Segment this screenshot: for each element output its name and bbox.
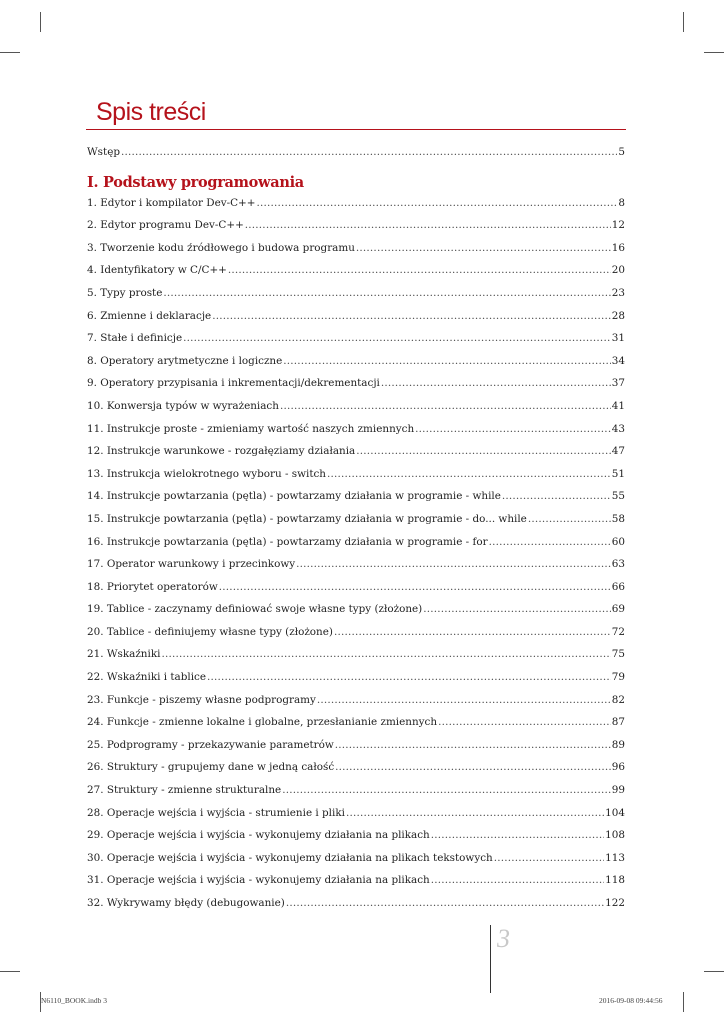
crop-mark [0, 52, 20, 53]
crop-mark [683, 992, 684, 1012]
toc-leader-dots [183, 332, 611, 344]
toc-entry-page: 79 [611, 671, 625, 684]
toc-leader-dots [121, 146, 617, 158]
toc-leader-dots [431, 829, 604, 841]
toc-entry-label: 17. Operator warunkowy i przecinkowy [87, 558, 296, 571]
toc-leader-dots [256, 197, 617, 209]
toc-entry[interactable] [87, 219, 625, 242]
toc-entry-label: 16. Instrukcje powtarzania (pętla) - powtarzamy działania w programie - for [87, 535, 488, 548]
crop-mark [683, 12, 684, 32]
toc-leader-dots [489, 536, 611, 548]
toc-entry[interactable] [87, 490, 625, 513]
toc-entry[interactable] [87, 332, 625, 355]
toc-entry-label: 28. Operacje wejścia i wyjścia - strumienie i pliki [87, 806, 345, 819]
toc-leader-dots [296, 558, 611, 570]
toc-leader-dots [245, 219, 611, 231]
toc-entry[interactable] [87, 874, 625, 897]
toc-entry-page: 66 [611, 580, 625, 593]
toc-entry[interactable] [87, 648, 625, 671]
toc-leader-dots [212, 310, 611, 322]
toc-entry-label: Wstęp [87, 146, 120, 158]
toc-entry-label: 30. Operacje wejścia i wyjścia - wykonujemy działania na plikach tekstowych [87, 851, 493, 864]
page-title [86, 98, 626, 130]
toc-leader-dots [282, 784, 611, 796]
toc-entry[interactable] [87, 761, 625, 784]
toc-entry[interactable] [87, 468, 625, 491]
toc-entries [87, 197, 625, 920]
toc-entry-page: 72 [611, 625, 625, 638]
toc-entry[interactable] [87, 716, 625, 739]
toc-entry[interactable] [87, 739, 625, 762]
toc-entry[interactable] [87, 242, 625, 265]
toc-entry-page: 51 [611, 467, 625, 480]
toc-entry-label: 32. Wykrywamy błędy (debugowanie) [87, 897, 285, 909]
toc-entry-page: 108 [605, 829, 625, 842]
toc-entry[interactable] [87, 897, 625, 920]
toc-entry-label: 14. Instrukcje powtarzania (pętla) - powtarzamy działania w programie - while [87, 490, 501, 503]
toc-entry-label: 10. Konwersja typów w wyrażeniach [87, 399, 279, 412]
toc-entry-page: 99 [611, 784, 625, 797]
page-number-rule [490, 925, 491, 993]
toc-entry[interactable] [87, 626, 625, 649]
toc-entry-label: 12. Instrukcje warunkowe - rozgałęziamy działania [87, 445, 356, 458]
toc-entry-page: 37 [611, 377, 625, 390]
toc-leader-dots [163, 287, 610, 299]
toc-leader-dots [219, 581, 611, 593]
toc-leader-dots [317, 694, 611, 706]
table-of-contents [87, 146, 625, 920]
toc-entry[interactable] [87, 852, 625, 875]
toc-entry-label: 5. Typy proste [87, 286, 163, 299]
toc-entry-page: 41 [611, 399, 625, 412]
page-title-text: Spis treści [96, 98, 206, 126]
crop-mark [704, 52, 724, 53]
section-heading: I. Podstawy programowania [87, 174, 304, 192]
toc-entry-page: 104 [605, 806, 625, 819]
toc-leader-dots [502, 490, 611, 502]
toc-entry-label: 22. Wskaźniki i tablice [87, 671, 207, 684]
toc-entry-label: 13. Instrukcja wielokrotnego wyboru - switch [87, 467, 326, 480]
toc-entry-label: 20. Tablice - definiujemy własne typy (złożone) [87, 625, 333, 638]
toc-entry-page: 118 [605, 874, 625, 887]
toc-entry-label: 15. Instrukcje powtarzania (pętla) - powtarzamy działania w programie - do... while [87, 512, 527, 525]
toc-leader-dots [346, 807, 604, 819]
toc-leader-dots [356, 445, 611, 457]
toc-entry-label: 29. Operacje wejścia i wyjścia - wykonujemy działania na plikach [87, 829, 430, 842]
toc-entry-page: 113 [605, 851, 625, 864]
toc-leader-dots [283, 355, 610, 367]
toc-entry[interactable] [87, 558, 625, 581]
slug-timestamp: 2016-09-08 09:44:56 [599, 996, 663, 1005]
toc-leader-dots [494, 852, 604, 864]
toc-entry-page: 60 [611, 535, 625, 548]
toc-entry-intro[interactable] [87, 146, 625, 169]
toc-entry[interactable] [87, 377, 625, 400]
toc-entry-label: 26. Struktury - grupujemy dane w jedną całość [87, 761, 335, 774]
toc-entry-page: 28 [611, 309, 625, 322]
toc-entry-page: 82 [611, 693, 625, 706]
toc-entry-page: 34 [611, 354, 625, 367]
toc-entry-page: 23 [611, 286, 625, 299]
toc-entry-label: 21. Wskaźniki [87, 648, 161, 661]
toc-leader-dots [280, 400, 611, 412]
toc-entry-label: 18. Priorytet operatorów [87, 580, 218, 593]
slug-file: N6110_BOOK.indb 3 [41, 996, 107, 1005]
toc-entry[interactable] [87, 400, 625, 423]
toc-entry-page: 75 [611, 648, 625, 661]
toc-leader-dots [286, 897, 604, 909]
toc-entry[interactable] [87, 423, 625, 446]
toc-entry-label: 19. Tablice - zaczynamy definiować swoje własne typy (złożone) [87, 603, 423, 616]
toc-entry-label: 1. Edytor i kompilator Dev-C++ [87, 196, 256, 209]
toc-entry-page: 87 [611, 716, 625, 729]
toc-entry-page: 96 [611, 761, 625, 774]
toc-entry-page: 63 [611, 558, 625, 571]
toc-entry-label: 27. Struktury - zmienne strukturalne [87, 784, 282, 797]
toc-entry-page: 122 [605, 897, 625, 909]
toc-leader-dots [528, 513, 611, 525]
toc-entry[interactable] [87, 829, 625, 852]
toc-leader-dots [356, 242, 611, 254]
toc-entry-page: 55 [611, 490, 625, 503]
crop-mark [40, 12, 41, 32]
toc-entry-label: 11. Instrukcje proste - zmieniamy wartość naszych zmiennych [87, 422, 415, 435]
toc-entry-label: 24. Funkcje - zmienne lokalne i globalne, przesłanianie zmiennych [87, 716, 438, 729]
toc-leader-dots [431, 874, 604, 886]
toc-entry-page: 89 [611, 738, 625, 751]
toc-entry-page: 69 [611, 603, 625, 616]
toc-entry-label: 3. Tworzenie kodu źródłowego i budowa programu [87, 241, 355, 254]
toc-leader-dots [327, 468, 611, 480]
toc-entry-page: 31 [611, 332, 625, 345]
toc-entry-label: 9. Operatory przypisania i inkrementacji/dekrementacji [87, 377, 380, 390]
toc-entry[interactable] [87, 513, 625, 536]
page-number: 3 [497, 924, 510, 953]
toc-leader-dots [438, 716, 611, 728]
toc-entry[interactable] [87, 445, 625, 468]
toc-entry-label: 23. Funkcje - piszemy własne podprogramy [87, 693, 316, 706]
toc-leader-dots [415, 423, 611, 435]
toc-entry-label: 7. Stałe i definicje [87, 332, 183, 345]
toc-entry-label: 4. Identyfikatory w C/C++ [87, 264, 227, 277]
toc-leader-dots [207, 671, 611, 683]
toc-entry-page: 12 [611, 219, 625, 232]
toc-entry-page: 20 [611, 264, 625, 277]
toc-entry-page: 16 [611, 241, 625, 254]
toc-leader-dots [381, 377, 611, 389]
toc-entry-label: 2. Edytor programu Dev-C++ [87, 219, 244, 232]
toc-entry-label: 8. Operatory arytmetyczne i logiczne [87, 354, 283, 367]
toc-entry[interactable] [87, 287, 625, 310]
toc-entry[interactable] [87, 197, 625, 220]
toc-leader-dots [335, 761, 611, 773]
toc-entry[interactable] [87, 355, 625, 378]
toc-entry[interactable] [87, 310, 625, 333]
toc-entry-page: 43 [611, 422, 625, 435]
toc-entry-page: 8 [618, 196, 625, 209]
toc-entry-page: 58 [611, 512, 625, 525]
toc-entry-page: 47 [611, 445, 625, 458]
toc-leader-dots [423, 603, 611, 615]
toc-leader-dots [161, 648, 610, 660]
toc-entry[interactable] [87, 581, 625, 604]
crop-mark [704, 971, 724, 972]
toc-entry[interactable] [87, 603, 625, 626]
toc-entry-page: 5 [618, 146, 625, 158]
toc-entry[interactable] [87, 807, 625, 830]
toc-leader-dots [334, 626, 611, 638]
toc-entry[interactable] [87, 264, 625, 287]
toc-entry-label: 25. Podprogramy - przekazywanie parametrów [87, 738, 334, 751]
crop-mark [0, 971, 20, 972]
toc-leader-dots [228, 264, 611, 276]
toc-entry[interactable] [87, 784, 625, 807]
toc-entry[interactable] [87, 671, 625, 694]
toc-entry-label: 6. Zmienne i deklaracje [87, 309, 212, 322]
toc-entry[interactable] [87, 536, 625, 559]
toc-entry[interactable] [87, 694, 625, 717]
toc-leader-dots [335, 739, 611, 751]
toc-entry-label: 31. Operacje wejścia i wyjścia - wykonujemy działania na plikach [87, 874, 430, 887]
